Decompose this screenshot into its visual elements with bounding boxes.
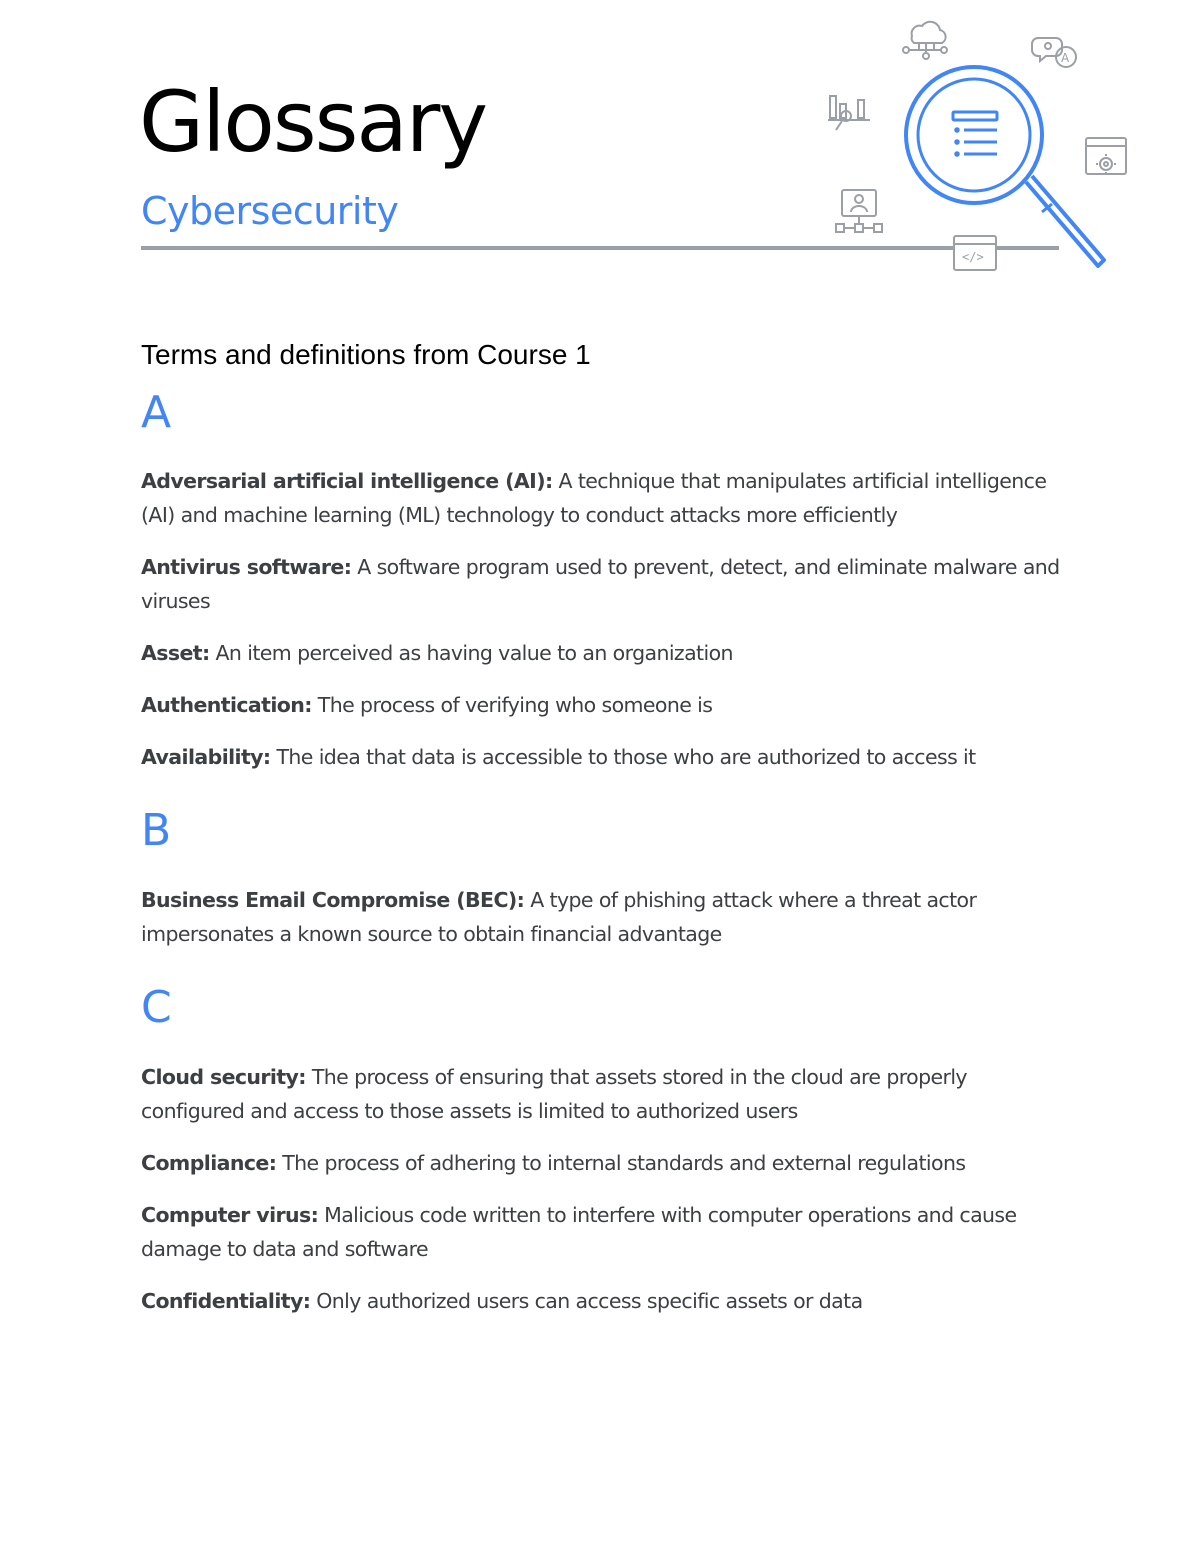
glossary-content <box>141 336 1061 1336</box>
bar-chart-search-icon <box>828 96 870 130</box>
glossary-entry <box>141 1198 1061 1266</box>
glossary-entry <box>141 740 1061 774</box>
glossary-group-b <box>141 806 1061 951</box>
glossary-entry <box>141 464 1061 532</box>
glossary-entry <box>141 883 1061 951</box>
group-spacer <box>141 792 1061 806</box>
entry-term: Business Email Compromise (BEC): <box>141 887 525 912</box>
page-subtitle: Cybersecurity <box>141 189 399 233</box>
magnifying-glass-list-icon <box>906 67 1104 266</box>
entry-term: Asset: <box>141 641 210 666</box>
entry-term: Availability: <box>141 745 271 770</box>
entry-definition: The process of verifying who someone is <box>317 693 713 718</box>
chat-bubbles-icon <box>1032 38 1076 67</box>
settings-window-icon <box>1086 138 1126 174</box>
entry-definition: Malicious code written to interfere with computer operations and cause damage to data and software <box>141 1202 1017 1261</box>
glossary-group-c <box>141 983 1061 1318</box>
entry-definition: An item perceived as having value to an organization <box>215 641 733 666</box>
group-letter: A <box>141 386 172 438</box>
entry-term: Adversarial artificial intelligence (AI): <box>141 469 553 494</box>
entry-term: Antivirus software: <box>141 555 352 580</box>
entry-term: Compliance: <box>141 1150 277 1175</box>
entry-term: Cloud security: <box>141 1064 306 1089</box>
glossary-entry <box>141 688 1061 722</box>
entry-definition: A type of phishing attack where a threat actor impersonates a known source to obtain financial advantage <box>141 887 977 946</box>
entry-term: Authentication: <box>141 693 312 718</box>
section-title: Terms and definitions from Course 1 <box>141 339 591 370</box>
cloud-network-icon <box>903 22 947 59</box>
entry-definition: The process of ensuring that assets stored in the cloud are properly configured and access to those assets is limited to authorized users <box>141 1064 967 1123</box>
entry-definition: Only authorized users can access specific assets or data <box>316 1288 863 1313</box>
glossary-entry <box>141 1060 1061 1128</box>
entry-definition: A software program used to prevent, detect, and eliminate malware and viruses <box>141 555 1060 614</box>
code-window-icon <box>954 236 996 270</box>
group-letter: C <box>141 981 172 1033</box>
entry-term: Confidentiality: <box>141 1288 311 1313</box>
entry-definition: The idea that data is accessible to those who are authorized to access it <box>276 745 976 770</box>
svg-text:A: A <box>1061 51 1070 65</box>
glossary-group-a <box>141 388 1061 775</box>
glossary-entry <box>141 1284 1061 1318</box>
code-window-label: </> <box>962 250 984 264</box>
glossary-entry <box>141 550 1061 618</box>
user-hierarchy-icon <box>836 190 882 232</box>
glossary-entry <box>141 636 1061 670</box>
entry-definition: The process of adhering to internal standards and external regulations <box>282 1150 966 1175</box>
page-title: Glossary <box>139 73 487 171</box>
glossary-entry <box>141 1146 1061 1180</box>
header-illustration <box>820 8 1140 278</box>
entry-term: Computer virus: <box>141 1202 319 1227</box>
group-spacer <box>141 969 1061 983</box>
entry-definition: A technique that manipulates artificial intelligence (AI) and machine learning (ML) technology to conduct attacks more efficiently <box>141 469 1047 528</box>
group-letter: B <box>141 805 172 857</box>
